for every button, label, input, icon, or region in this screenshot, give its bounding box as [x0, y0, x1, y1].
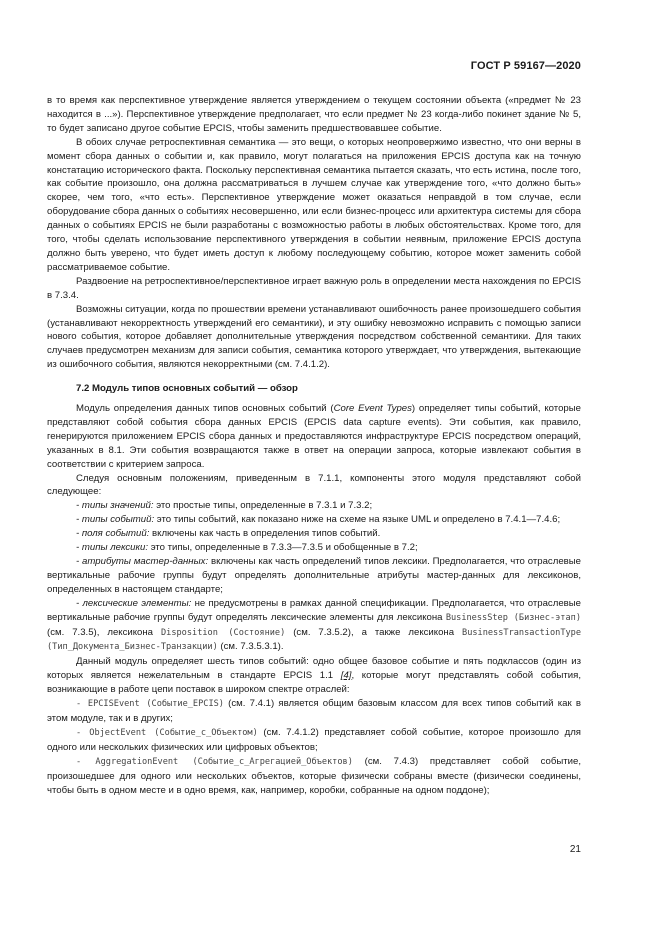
paragraph: В обоих случае ретроспективная семантика — это вещи, о которых неопровержимо известно, что они верны в момент сбора данных о событии и, как правило, могут полагаться на приложения EPCIS доступа как на точную констатацию исторического факта. Поскольку перспективная семантика пытается сказать, что есть истина, после того, как событие произошло, она должна рассматриваться в лучшем случае как утверждение того, «что должно быть» скорее, чем того, «что есть». Перспективное утверждение может оказаться неправдой в том случае, если оборудование сбора данных о событиях несовершенно, или если бизнес-процесс или архитектура системы для сбора данных о событиях EPCIS не были разработаны с возможностью работы в любых обстоятельствах. Кроме того, для того, чтобы сделать использование перспективного утверждения в событии неявным, приложение EPCIS доступа должно быть уверено, что будет иметь доступ к любому последующему событию, которое может заменить собой рассматриваемое событие.: [47, 136, 581, 273]
paragraph: Раздвоение на ретроспективное/перспективное играет важную роль в определении места нахождения по EPCIS в 7.3.4.: [47, 275, 581, 301]
list-term: - типы лексики:: [76, 542, 149, 554]
list-text: не предусмотрены в рамках данной спецификации. Предполагается, что отраслевые вертикальные рабочие группы будут определять лексические элементы для лексикона: [47, 597, 581, 623]
document-body: [47, 94, 581, 797]
paragraph: в то время как перспективное утверждение является утверждением о текущем состоянии объекта («предмет № 23 находится в ...»). Перспективное утверждение предполагает, что если предмет № 23 когда-либо покинет здание № 5, то будет записано другое событие EPCIS, чтобы заменить предшествовавшее событие.: [47, 95, 581, 134]
list-text: включены как часть определений типов лексики. Предполагается, что отраслевые вертикальные рабочие группы будут определять дополнительные атрибуты мастер-данных для лексиконов, определенных в настоящем стандарте;: [47, 556, 581, 595]
list-text: (см. 7.4.3) представляет собой событие, произошедшее для одного или нескольких объектов, которые физически собраны вместе (физически соединены, чтобы быть в одном месте и в одно время, как, например, коробки, собранные на одном поддоне);: [47, 755, 581, 796]
page-number: 21: [569, 844, 581, 855]
code-term: - AggregationEvent (Событие_с_Агрегацией_Объектов): [76, 756, 353, 767]
list-text: (см. 7.3.5.2), а также лексикона: [285, 626, 463, 638]
code-term: BusinessStep (Бизнес-этап): [445, 612, 581, 623]
list-text: это типы, определенные в 7.3.3—7.3.5 и обобщенные в 7.2;: [148, 542, 418, 554]
code-term: Disposition (Состояние): [160, 627, 286, 638]
reference-link[interactable]: [4]: [340, 670, 352, 682]
list-item: [47, 726, 581, 755]
text-run: , которые могут представлять собой события, возникающие в работе цепи поставок в широком спектре отраслей:: [47, 670, 582, 696]
paragraph: Возможны ситуации, когда по прошествии времени устанавливают ошибочность ранее произошедшего события (устанавливают некорректность утверждений его семантики), и эту ошибку невозможно исправить с помощью записи нового события, которое добавляет дополнительные утверждения посредством собственной семантики. Для таких случаев предусмотрен механизм для записи события, семантика которого утверждает, что утверждения, вытекающие из ошибочного события, являются некорректными (см. 7.4.1.2).: [47, 303, 581, 371]
text-run: Модуль определения данных типов основных событий (: [76, 403, 334, 415]
list-item: [47, 541, 581, 555]
list-text: (см. 7.4.1) является общим базовым классом для всех типов событий как в этом модуле, так и в других;: [47, 698, 581, 724]
list-term: - лексические элементы:: [76, 597, 192, 609]
paragraph: [47, 655, 581, 697]
text-run: ) определяет типы событий, которые представляют собой события сбора данных EPCIS (EPCIS data capture events). Эти события, как правило, генерируются приложением EPCIS сбора данных и предоставляются инфраструктуре EPCIS посредством операций, указанных в 8.1. Эти события возвращаются также в ответ на операции запроса, которые извлекают события в соответствии с критерием запроса.: [47, 403, 581, 470]
code-term: - EPCISEvent (Событие_EPCIS): [76, 699, 224, 710]
text-run: Данный модуль определяет шесть типов событий: одно общее базовое событие и пять подклассов (один из которых является нежелательным в стандарте EPCIS 1.1: [47, 656, 581, 682]
list-item: [47, 555, 581, 597]
list-text: (см. 7.3.5), лексикона: [47, 626, 161, 638]
paragraph: [47, 402, 581, 472]
code-term: - ObjectEvent (Событие_с_Объектом): [76, 727, 258, 738]
list-item: [47, 527, 581, 541]
list-text: включены как часть в определения типов событий.: [149, 528, 381, 540]
list-term: - атрибуты мастер-данных:: [76, 556, 209, 567]
list-item: [47, 697, 581, 726]
list-term: - типы значений:: [76, 500, 154, 512]
list-term: - типы событий:: [76, 514, 155, 526]
list-text: (см. 7.4.1.2) представляет собой событие, которое произошло для одного или нескольких физических или цифровых объектов;: [47, 726, 581, 753]
paragraph: Следуя основным положениям, приведенным в 7.1.1, компоненты этого модуля представляют собой следующее:: [47, 472, 581, 498]
section-heading: 7.2 Модуль типов основных событий — обзор: [76, 383, 298, 395]
list-text: (см. 7.3.5.3.1).: [217, 641, 284, 653]
list-item: [47, 513, 581, 527]
list-text: это типы событий, как показано ниже на схеме на языке UML и определено в 7.4.1—7.4.6;: [154, 514, 561, 526]
emphasis: Core Event Types: [333, 403, 412, 415]
list-text: это простые типы, определенные в 7.3.1 и 7.3.2;: [153, 500, 373, 512]
list-term: - поля событий:: [76, 528, 150, 540]
standard-header: ГОСТ Р 59167—2020: [470, 60, 581, 72]
list-item: [47, 597, 581, 656]
list-item: [47, 499, 581, 513]
list-item: [47, 755, 581, 798]
code-term: BusinessTransactionType (Тип_Документа_Бизнес-Транзакции): [47, 627, 582, 653]
